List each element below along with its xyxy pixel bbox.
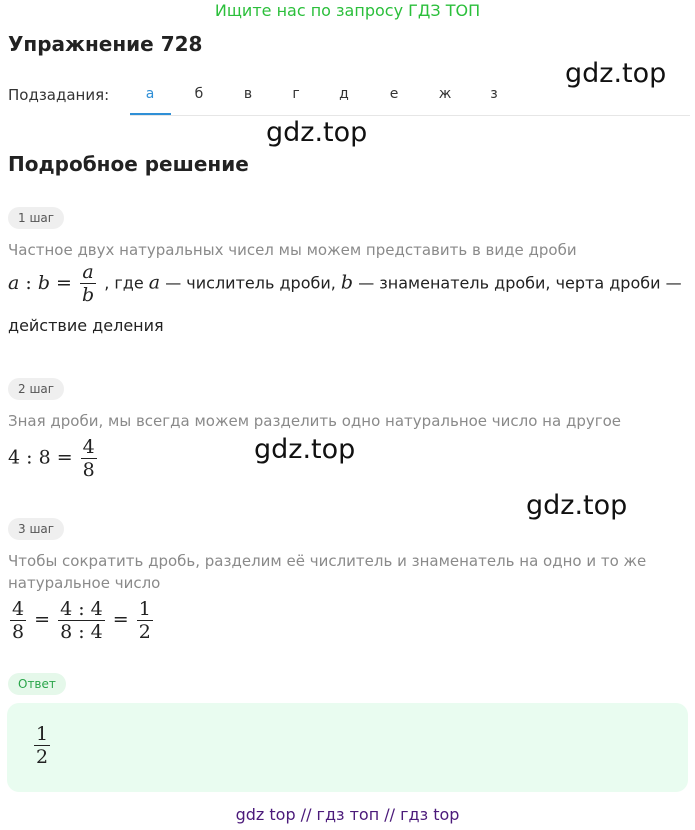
step-badge: 3 шаг [8,518,64,540]
watermark: gdz.top [254,434,356,465]
step3-formula: $\frac{4}{8}$ = $\frac{4 : 4}{8 : 4}$ = $\frac{1}{2}$ [12,598,151,643]
footer-links[interactable]: gdz top // гдз топ // гдз top [235,805,460,824]
step-hint: натуральное число [8,574,161,592]
answer-badge: Ответ [8,673,66,695]
tabs-divider [130,115,690,116]
tab-subtask-g[interactable]: г [292,86,300,102]
answer-box [7,703,688,792]
tab-subtask-b[interactable]: б [194,86,204,102]
tab-subtask-v[interactable]: в [243,86,253,102]
tab-subtask-e[interactable]: е [389,86,399,102]
step-hint: Чтобы сократить дробь, разделим её числитель и знаменатель на одно и то же [8,552,647,570]
watermark: gdz.top [526,490,628,521]
section-title: Подробное решение [8,152,249,176]
step-hint: Частное двух натуральных чисел мы можем представить в виде дроби [8,241,577,259]
fraction: $\frac{1}{2}$ [36,723,49,768]
formula: a : b = $\frac{a}{b}$ [8,261,95,306]
step2-formula: 4 : 8 = $\frac{4}{8}$ [8,436,95,481]
tab-subtask-z[interactable]: з [490,86,498,102]
subtasks-label: Подзадания: [8,86,110,104]
step1-var-b: b [340,271,354,294]
step1-text-line2: действие деления [8,316,164,335]
tab-subtask-a[interactable]: а [145,86,155,102]
answer-formula [32,723,52,768]
step1-var-a: a [148,271,161,294]
tab-subtask-d[interactable]: д [339,86,349,102]
step-badge: 2 шаг [8,378,64,400]
step1-formula-line [8,261,682,306]
fraction: $\frac{4 : 4}{8 : 4}$ [60,598,103,643]
step-badge: 1 шаг [8,207,64,229]
step1-text-1: , где [104,273,144,293]
step-hint: Зная дроби, мы всегда можем разделить одно натуральное число на другое [8,412,622,430]
fraction: $\frac{a}{b}$ [81,261,95,306]
step1-text-3: — знаменатель дроби, черта дроби — [358,273,682,293]
watermark: gdz.top [266,117,368,148]
tab-subtask-zh[interactable]: ж [438,86,452,102]
active-tab-indicator [130,113,171,115]
watermark: gdz.top [565,58,667,89]
page-title: Упражнение 728 [8,32,203,56]
top-banner[interactable]: Ищите нас по запросу ГДЗ ТОП [214,1,481,20]
fraction: $\frac{1}{2}$ [138,598,151,643]
fraction: $\frac{4}{8}$ [12,598,25,643]
fraction: $\frac{4}{8}$ [82,436,95,481]
step1-text-2: — числитель дроби, [165,273,336,293]
